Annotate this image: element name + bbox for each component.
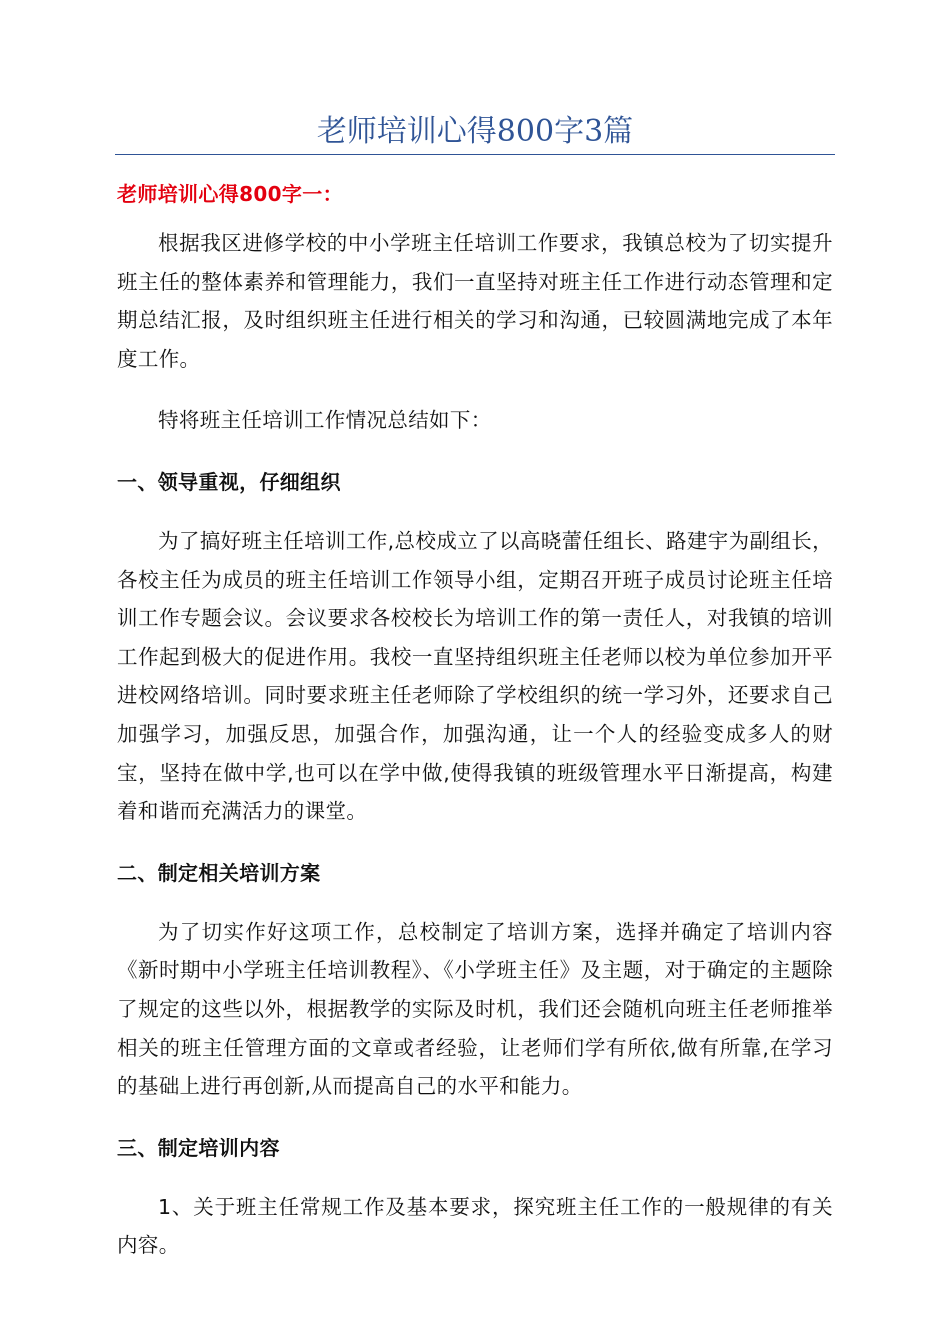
paragraph-leadership: 为了搞好班主任培训工作,总校成立了以高晓蕾任组长、路建宇为副组长，各校主任为成员的班主任培训工作领导小组，定期召开班子成员讨论班主任培训工作专题会议。会议要求各校校长为培训工作的第一责任人，对我镇的培训工作起到极大的促进作用。我校一直坚持组织班主任老师以校为单位参加开平进校网络培训。同时要求班主任老师除了学校组织的统一学习外，还要求自己加强学习，加强反思，加强合作，加强沟通，让一个人的经验变成多人的财宝，坚持在做中学,也可以在学中做,使得我镇的班级管理水平日渐提高，构建着和谐而充满活力的课堂。 — [117, 528, 833, 824]
heading-training-content: 三、制定培训内容 — [117, 1135, 280, 1160]
paragraph-training-plan: 为了切实作好这项工作，总校制定了培训方案，选择并确定了培训内容《新时期中小学班主任培训教程》、《小学班主任》及主题，对于确定的主题除了规定的这些以外，根据教学的实际及时机，我们还会随机向班主任老师推举相关的班主任管理方面的文章或者经验，让老师们学有所依,做有所靠,在学习的基础上进行再创新,从而提高自己的水平和能力。 — [117, 919, 833, 1099]
heading-training-plan: 二、制定相关培训方案 — [117, 860, 321, 885]
paragraph-training-content: 1、关于班主任常规工作及基本要求，探究班主任工作的一般规律的有关内容。 — [117, 1194, 833, 1258]
title-underline — [115, 154, 835, 155]
paragraph-intro: 根据我区进修学校的中小学班主任培训工作要求，我镇总校为了切实提升班主任的整体素养和管理能力，我们一直坚持对班主任工作进行动态管理和定期总结汇报，及时组织班主任进行相关的学习和沟通，已较圆满地完成了本年度工作。 — [117, 231, 833, 371]
heading-leadership: 一、领导重视，仔细组织 — [117, 469, 341, 494]
paragraph-summary-lead: 特将班主任培训工作情况总结如下： — [158, 408, 492, 433]
document-title: 老师培训心得800字3篇 — [316, 114, 634, 149]
document-body — [117, 176, 833, 1288]
section-subtitle: 老师培训心得800字一： — [117, 182, 343, 206]
